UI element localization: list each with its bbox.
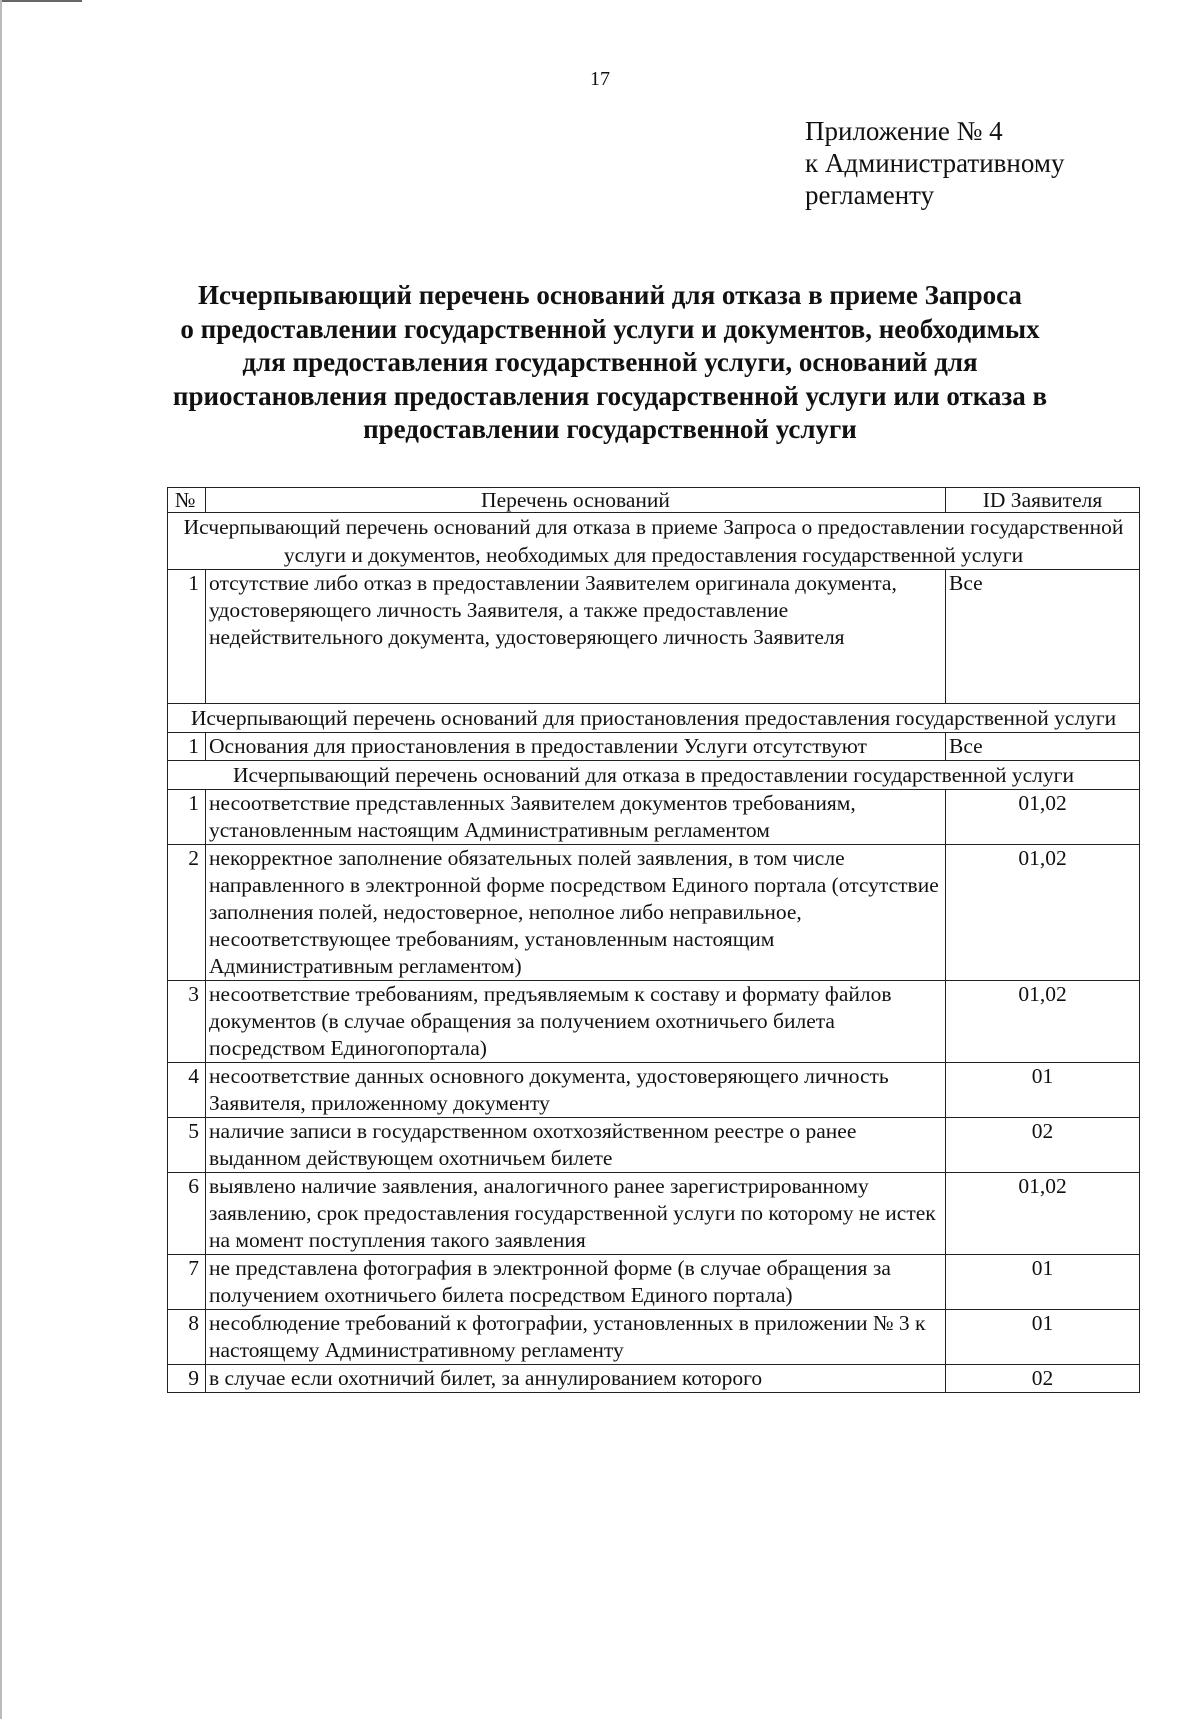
- row-applicant-id: 02: [946, 1118, 1140, 1173]
- section-title: Исчерпывающий перечень оснований для приостановления предоставления государственной услуги: [168, 704, 1140, 733]
- row-applicant-id: 01,02: [946, 1173, 1140, 1255]
- table-row: [168, 1310, 1140, 1365]
- title-line-3: для предоставления государственной услуги, оснований для: [242, 347, 978, 377]
- reasons-table: [167, 487, 1140, 1393]
- header-num: №: [168, 488, 206, 513]
- row-reason: Основания для приостановления в предоставлении Услуги отсутствуют: [206, 733, 946, 761]
- table-row: [168, 1118, 1140, 1173]
- scan-edge-left: [0, 0, 2, 1719]
- row-applicant-id: 01,02: [946, 845, 1140, 981]
- row-applicant-id: 01: [946, 1255, 1140, 1310]
- row-applicant-id: 01,02: [946, 790, 1140, 845]
- section-title: Исчерпывающий перечень оснований для отказа в приеме Запроса о предоставлении государственной услуги и документов, необходимых для предоставления государственной услуги: [168, 513, 1140, 570]
- title-line-4: приостановления предоставления государственной услуги или отказа в: [172, 380, 1048, 411]
- table-row: [168, 981, 1140, 1063]
- row-number: 9: [168, 1365, 206, 1393]
- row-reason: несоответствие данных основного документа, удостоверяющего личность Заявителя, приложенному документу: [206, 1063, 946, 1118]
- row-applicant-id: 02: [946, 1365, 1140, 1393]
- appendix-line-3: регламенту: [805, 180, 935, 210]
- row-reason: несоблюдение требований к фотографии, установленных в приложении № 3 к настоящему Административному регламенту: [206, 1310, 946, 1365]
- section-title-row: [168, 704, 1140, 733]
- row-reason: в случае если охотничий билет, за аннулированием которого: [206, 1365, 946, 1393]
- row-applicant-id: Все: [946, 570, 1140, 704]
- row-number: 1: [168, 790, 206, 845]
- header-applicant-id: ID Заявителя: [946, 488, 1140, 513]
- row-reason: наличие записи в государственном охотхозяйственном реестре о ранее выданном действующем охотничьем билете: [206, 1118, 946, 1173]
- row-applicant-id: 01: [946, 1310, 1140, 1365]
- row-reason: отсутствие либо отказ в предоставлении Заявителем оригинала документа, удостоверяющего личность Заявителя, а также предоставление недействительного документа, удостоверяющего личность Заявителя: [206, 570, 946, 704]
- row-number: 2: [168, 845, 206, 981]
- section-title: Исчерпывающий перечень оснований для отказа в предоставлении государственной услуги: [168, 761, 1140, 790]
- table-row: [168, 1255, 1140, 1310]
- row-reason: не представлена фотография в электронной форме (в случае обращения за получением охотничьего билета посредством Единого портала): [206, 1255, 946, 1310]
- row-applicant-id: 01,02: [946, 981, 1140, 1063]
- table-row: [168, 845, 1140, 981]
- header-reasons: Перечень оснований: [206, 488, 946, 513]
- row-number: 1: [168, 570, 206, 704]
- appendix-line-1: Приложение № 4: [805, 116, 1003, 146]
- document-title: [150, 279, 1070, 447]
- row-number: 3: [168, 981, 206, 1063]
- row-number: 1: [168, 733, 206, 761]
- page-number: 17: [590, 68, 610, 90]
- table-header-row: [168, 488, 1140, 513]
- row-reason: несоответствие требованиям, предъявляемым к составу и формату файлов документов (в случае обращения за получением охотничьего билета посредством Единогопортала): [206, 981, 946, 1063]
- scan-edge-top: [0, 0, 82, 2]
- appendix-note: [805, 115, 1064, 211]
- appendix-line-2: к Административному: [805, 148, 1065, 178]
- row-number: 7: [168, 1255, 206, 1310]
- row-number: 5: [168, 1118, 206, 1173]
- row-reason: выявлено наличие заявления, аналогичного ранее зарегистрированному заявлению, срок предоставления государственной услуги по которому не истек на момент поступления такого заявления: [206, 1173, 946, 1255]
- row-applicant-id: 01: [946, 1063, 1140, 1118]
- table-row: [168, 1365, 1140, 1393]
- title-line-1: Исчерпывающий перечень оснований для отказа в приеме Запроса: [198, 280, 1022, 310]
- table-row: [168, 1173, 1140, 1255]
- row-number: 4: [168, 1063, 206, 1118]
- row-applicant-id: Все: [946, 733, 1140, 761]
- row-number: 8: [168, 1310, 206, 1365]
- table-row: [168, 733, 1140, 761]
- table-row: [168, 790, 1140, 845]
- title-line-2: о предоставлении государственной услуги и документов, необходимых: [180, 313, 1040, 344]
- section-title-row: [168, 761, 1140, 790]
- row-reason: несоответствие представленных Заявителем документов требованиям, установленным настоящим Административным регламентом: [206, 790, 946, 845]
- title-line-5: предоставлении государственной услуги: [363, 414, 857, 444]
- row-number: 6: [168, 1173, 206, 1255]
- table-row: [168, 1063, 1140, 1118]
- section-title-row: [168, 513, 1140, 570]
- table-row: [168, 570, 1140, 704]
- row-reason: некорректное заполнение обязательных полей заявления, в том числе направленного в электронной форме посредством Единого портала (отсутствие заполнения полей, недостоверное, неполное либо неправильное, несоответствующее требованиям, установленным настоящим Административным регламентом): [206, 845, 946, 981]
